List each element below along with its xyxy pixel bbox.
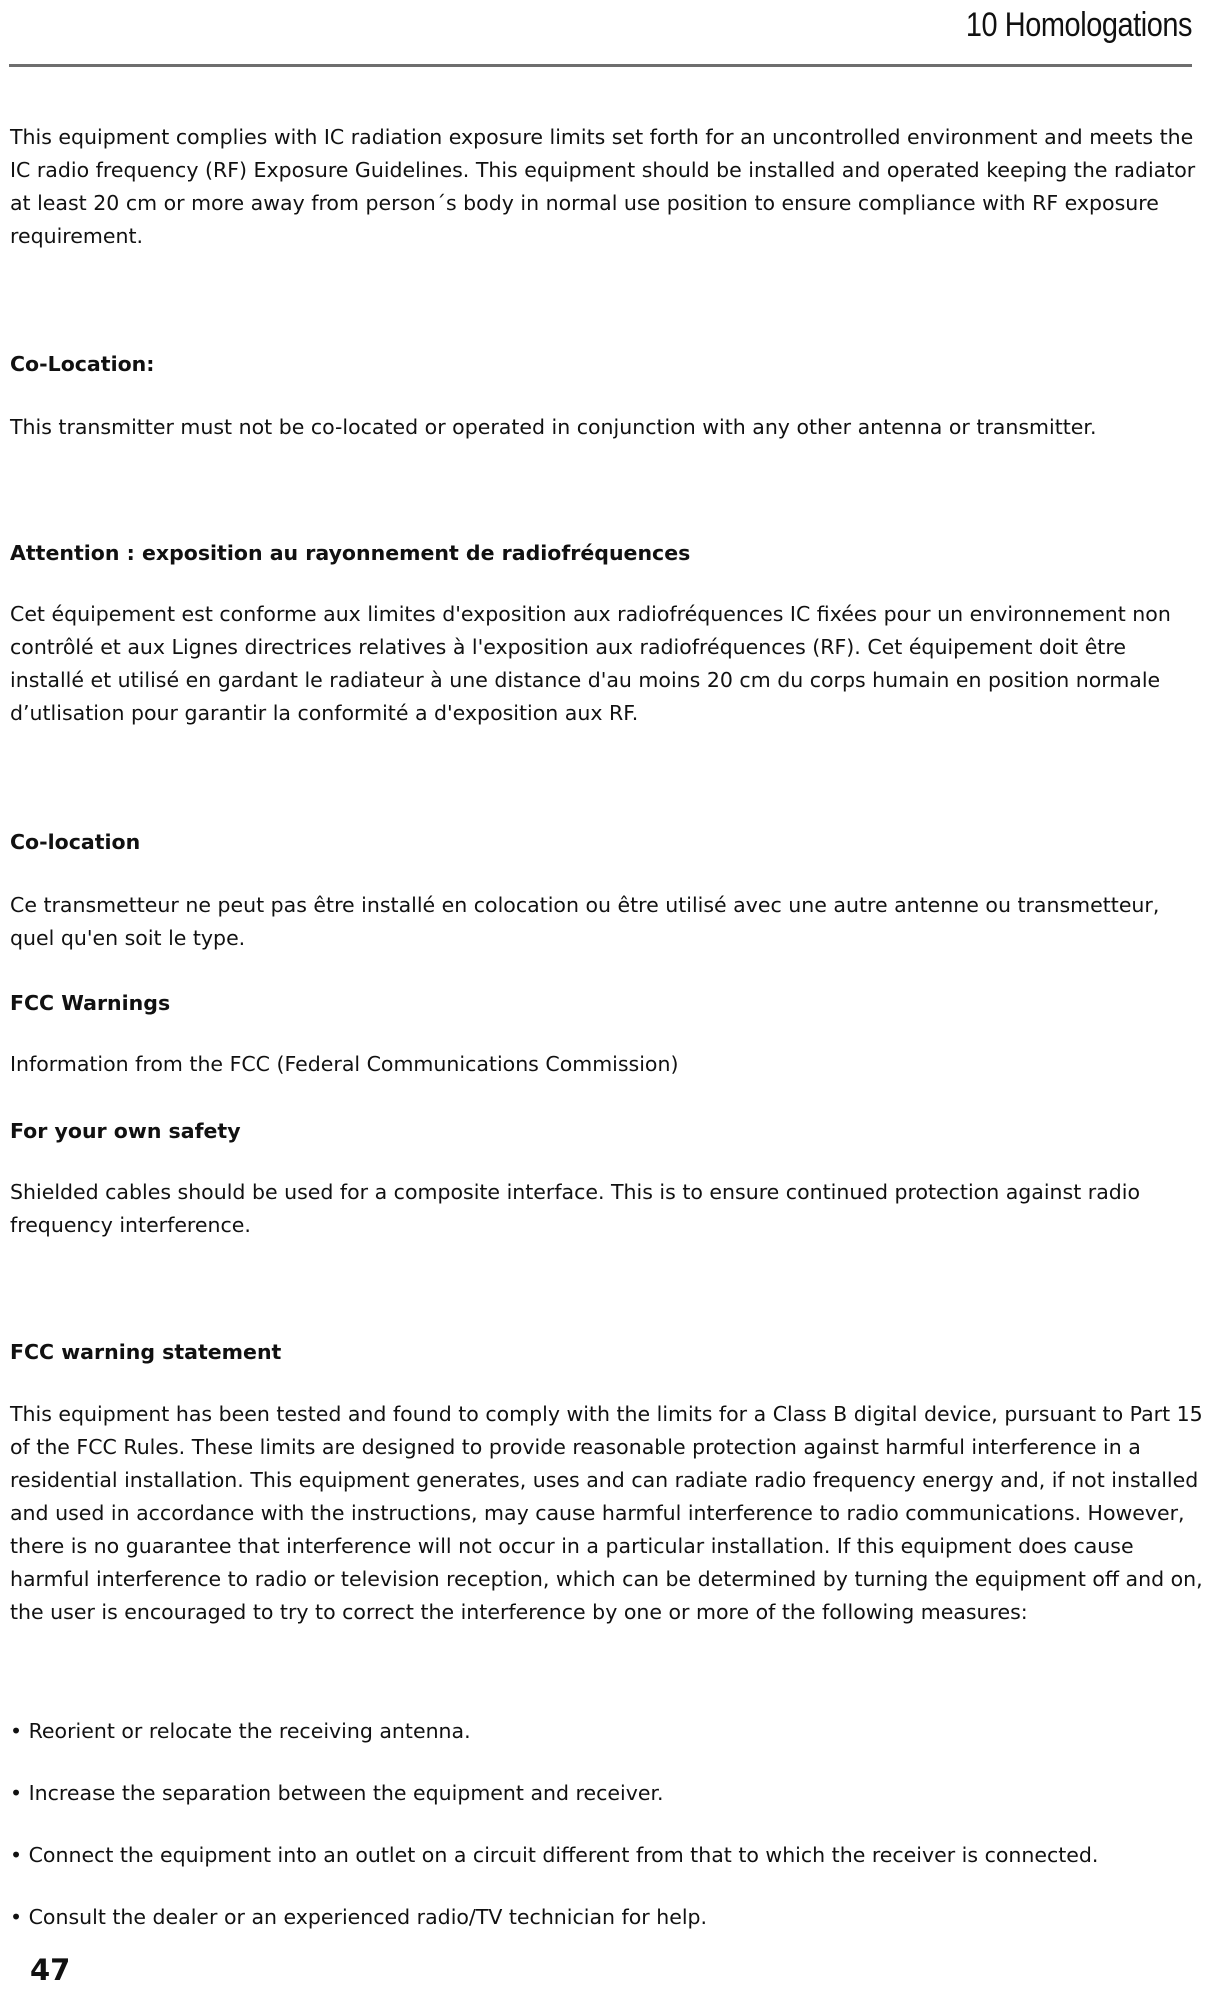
fcc-warnings-paragraph: Information from the FCC (Federal Communications Commission) — [10, 1052, 679, 1076]
colocation-fr-paragraph: Ce transmetteur ne peut pas être installé en colocation ou être utilisé avec une autre antenne ou transmetteur, quel qu'en soit le type. — [10, 893, 1160, 950]
fcc-statement-heading: FCC warning statement — [10, 1340, 282, 1364]
measure-item: • Consult the dealer or an experienced radio/TV technician for help. — [10, 1905, 708, 1929]
safety-paragraph: Shielded cables should be used for a composite interface. This is to ensure continued protection against radio frequency interference. — [10, 1180, 1141, 1237]
measure-item: • Increase the separation between the equipment and receiver. — [10, 1781, 664, 1805]
measure-item: • Connect the equipment into an outlet on a circuit different from that to which the receiver is connected. — [10, 1843, 1099, 1867]
fcc-warnings-heading: FCC Warnings — [10, 991, 171, 1015]
measure-item: • Reorient or relocate the receiving antenna. — [10, 1719, 471, 1743]
fcc-statement-paragraph: This equipment has been tested and found to comply with the limits for a Class B digital device, pursuant to Part 15 of the FCC Rules. These limits are designed to provide reasonable protection against harmful interference in a residential installation. This equipment generates, uses and can radiate radio frequency energy and, if not installed and used in accordance with the instructions, may cause harmful interference to radio communications. However, there is no guarantee that interference will not occur in a particular installation. If this equipment does cause harmful interference to radio or television reception, which can be determined by turning the equipment off and on, the user is encouraged to try to correct the interference by one or more of the following measures: — [10, 1402, 1203, 1624]
attention-heading: Attention : exposition au rayonnement de radiofréquences — [10, 541, 691, 565]
colocation-paragraph: This transmitter must not be co-located or operated in conjunction with any other antenna or transmitter. — [10, 415, 1097, 439]
attention-paragraph: Cet équipement est conforme aux limites d'exposition aux radiofréquences IC fixées pour un environnement non contrôlé et aux Lignes directrices relatives à l'exposition aux radiofréquences (RF). Cet équipement doit être installé et utilisé en gardant le radiateur à une distance d'au moins 20 cm du corps humain en position normale d’utlisation pour garantir la conformité a d'exposition aux RF. — [10, 602, 1171, 725]
page-header-title: 10 Homologations — [965, 6, 1192, 44]
safety-heading: For your own safety — [10, 1119, 241, 1143]
header-divider — [9, 64, 1192, 67]
page-number: 47 — [30, 1953, 71, 1987]
ic-exposure-paragraph: This equipment complies with IC radiation exposure limits set forth for an uncontrolled environment and meets the IC radio frequency (RF) Exposure Guidelines. This equipment should be installed and operated keeping the radiator at least 20 cm or more away from person´s body in normal use position to ensure compliance with RF exposure requirement. — [10, 125, 1196, 248]
colocation-heading: Co-Location: — [10, 352, 155, 376]
colocation-fr-heading: Co-location — [10, 830, 141, 854]
